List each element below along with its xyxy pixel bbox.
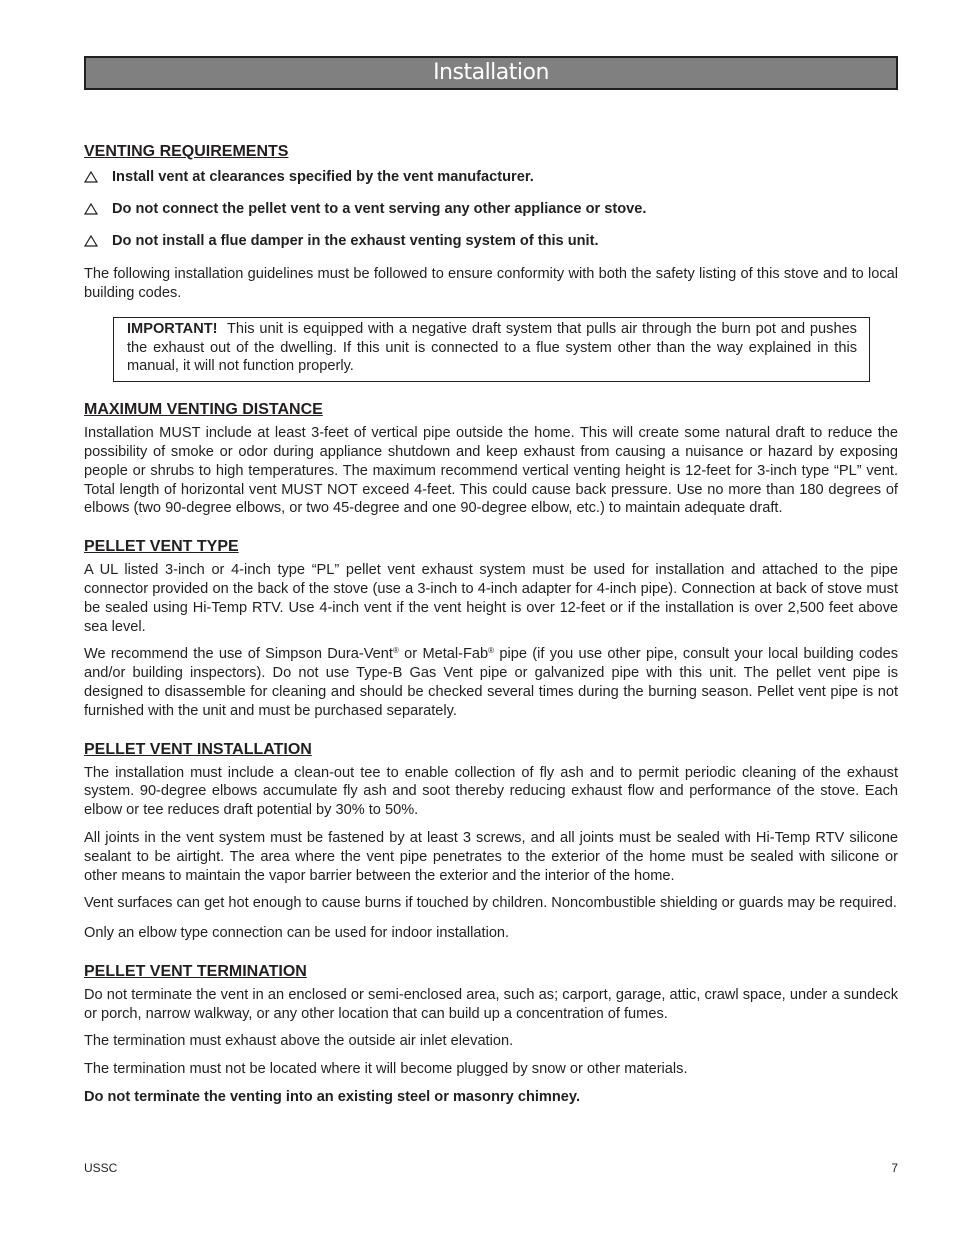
pellet-vent-termination-paragraph-2: The termination must exhaust above the outside air inlet elevation. [84, 1033, 514, 1050]
venting-requirements-heading: VENTING REQUIREMENTS [84, 143, 289, 160]
text-fragment: or Metal-Fab [398, 646, 489, 663]
pellet-vent-installation-paragraph-3: Vent surfaces can get hot enough to cause burns if touched by children. Noncombustible shielding or guards may be required. [84, 895, 897, 912]
important-body: This unit is equipped with a negative draft system that pulls air through the burn pot and pushes the exhaust out of the dwelling. If this unit is connected to a flue system other than the way explained in this manual, it will not function properly. [127, 320, 857, 375]
pellet-vent-type-heading: PELLET VENT TYPE [84, 538, 239, 556]
pellet-vent-termination-paragraph-1: Do not terminate the vent in an enclosed or semi-enclosed area, such as; carport, garage, attic, crawl space, under a sundeck or porch, narrow walkway, or any other location that can build up a concentration of fumes. [84, 986, 898, 1022]
warning-triangle-icon [84, 200, 112, 215]
pellet-vent-termination-paragraph-4: Do not terminate the venting into an existing steel or masonry chimney. [84, 1089, 581, 1106]
registered-mark: ® [488, 646, 495, 656]
registered-mark: ® [392, 646, 399, 656]
important-notice-box [113, 317, 870, 382]
warning-text: Do not connect the pellet vent to a vent serving any other appliance or stove. [112, 201, 647, 218]
max-venting-distance-paragraph: Installation MUST include at least 3-feet of vertical pipe outside the home. This will create some natural draft to reduce the possibility of smoke or odor during appliance shutdown and keep exhaust from causing a nuisance or hazard by exposing people or shrubs to high temperatures. The maximum recommend vertical venting height is 12-feet for 3-inch type “PL” vent. Total length of horizontal vent MUST NOT exceed 4-feet. This could cause back pressure. Use no more than 180 degrees of elbows (two 90-degree elbows, or two 45-degree and one 90-degree elbow, etc.) to maintain adequate draft. [84, 425, 898, 517]
important-notice-text [127, 320, 857, 376]
warning-item [84, 232, 898, 251]
pellet-vent-type-paragraph-2 [84, 645, 898, 720]
text-fragment: We recommend the use of Simpson Dura-Vent [84, 646, 393, 663]
text-fragment: pipe (if you use other pipe, consult your local building codes and/or building inspectors). Do not use Type-B Gas Vent pipe or galvanized pipe with this unit. The pellet vent pipe is designed to disassemble for cleaning and should be checked several times during the burning season. Pellet vent pipe is not furnished with the unit and must be purchased separately. [84, 646, 898, 719]
pellet-vent-installation-paragraph-2: All joints in the vent system must be fastened by at least 3 screws, and all joints must be sealed with Hi-Temp RTV silicone sealant to be airtight. The area where the vent pipe penetrates to the exterior of the home must be sealed with silicone or other means to maintain the vapor barrier between the exterior and the interior of the home. [84, 829, 898, 884]
footer-left-label: USSC [84, 1161, 118, 1175]
warning-triangle-icon [84, 168, 112, 183]
page-number: 7 [891, 1161, 898, 1175]
important-label: IMPORTANT! [127, 320, 218, 337]
pellet-vent-installation-paragraph-1: The installation must include a clean-out tee to enable collection of fly ash and to permit periodic cleaning of the exhaust system. 90-degree elbows accumulate fly ash and soot thereby reducing exhaust flow and performance of the stove. Each elbow or tee reduces draft potential by 30% to 50%. [84, 764, 898, 819]
pellet-vent-termination-heading: PELLET VENT TERMINATION [84, 962, 307, 980]
warning-item [84, 168, 898, 187]
document-page [84, 56, 898, 1107]
pellet-vent-type-paragraph-1: A UL listed 3-inch or 4-inch type “PL” pellet vent exhaust system must be used for installation and attached to the pipe connector provided on the back of the stove (use a 3-inch to 4-inch adapter for 4-inch pipe). Connection at back of stove must be sealed using Hi-Temp RTV. Use 4-inch vent if the vent height is over 12-feet or if the installation is over 2,500 feet above sea level. [84, 562, 898, 635]
warning-text: Install vent at clearances specified by the vent manufacturer. [112, 169, 534, 185]
section-title-bar [84, 56, 898, 90]
warning-triangle-icon [84, 232, 112, 247]
pellet-vent-installation-heading: PELLET VENT INSTALLATION [84, 740, 312, 758]
venting-intro-paragraph: The following installation guidelines must be followed to ensure conformity with both the safety listing of this stove and to local building codes. [84, 266, 898, 301]
pellet-vent-termination-paragraph-3: The termination must not be located where it will become plugged by snow or other materials. [84, 1061, 688, 1078]
page-title: Installation [433, 60, 549, 85]
warning-text: Do not install a flue damper in the exhaust venting system of this unit. [112, 233, 599, 250]
max-venting-distance-heading: MAXIMUM VENTING DISTANCE [84, 401, 323, 419]
warning-item [84, 200, 898, 219]
pellet-vent-installation-paragraph-4: Only an elbow type connection can be used for indoor installation. [84, 925, 510, 942]
